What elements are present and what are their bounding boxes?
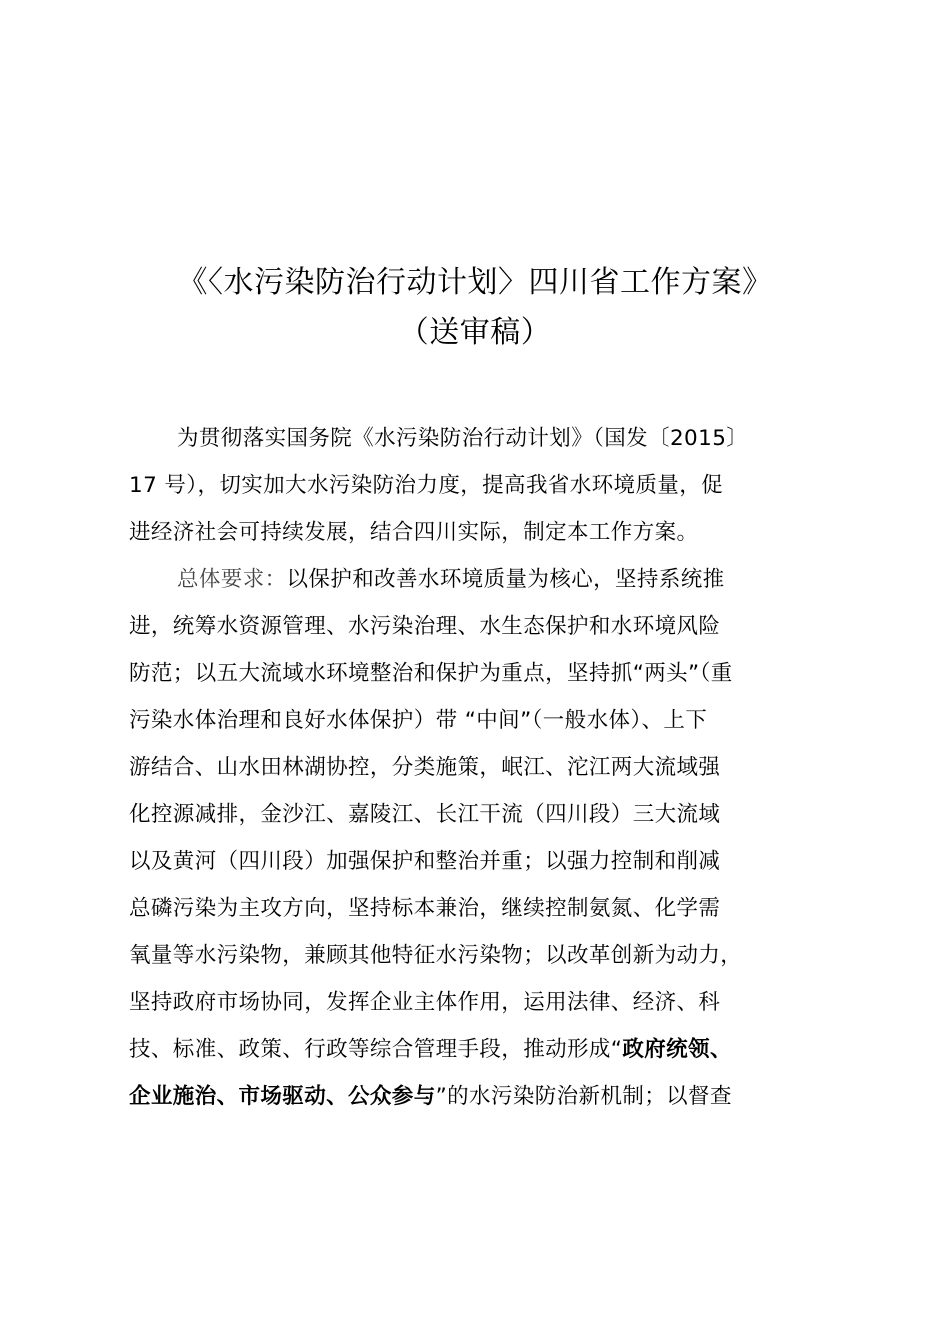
- intro-line-1: 为贯彻落实国务院《水污染防治行动计划》（国发〔2015〕: [177, 426, 749, 451]
- body-text: 技、标准、政策、行政等综合管理手段，推动形成“: [129, 1037, 623, 1062]
- body-line: 坚持政府市场协同，发挥企业主体作用，运用法律、经济、科: [129, 990, 721, 1015]
- body-line: 化控源减排，金沙江、嘉陵江、长江干流（四川段）三大流域: [129, 802, 721, 827]
- emphasis-text: 政府统领、: [622, 1037, 732, 1062]
- body-line: 防范；以五大流域水环境整治和保护为重点，坚持抓“两头”（重: [129, 661, 733, 686]
- intro-line-2: 17 号），切实加大水污染防治力度，提高我省水环境质量，促: [129, 473, 724, 498]
- document-title: 《〈水污染防治行动计划〉四川省工作方案》: [177, 265, 773, 300]
- body-line: 污染水体治理和良好水体保护）带 “中间”（一般水体）、上下: [129, 708, 708, 733]
- requirements-text: 以保护和改善水环境质量为核心，坚持系统推: [286, 567, 725, 592]
- intro-line-3: 进经济社会可持续发展，结合四川实际，制定本工作方案。: [129, 520, 699, 545]
- requirements-line-1: [177, 564, 827, 596]
- emphasis-text: 企业施治、市场驱动、公众参与: [129, 1084, 436, 1109]
- body-line-emphasis-end: [129, 1081, 829, 1113]
- body-line: 进，统筹水资源管理、水污染治理、水生态保护和水环境风险: [129, 614, 721, 639]
- body-line: 以及黄河（四川段）加强保护和整治并重；以强力控制和削减: [129, 849, 721, 874]
- body-line: 总磷污染为主攻方向，坚持标本兼治，继续控制氨氮、化学需: [129, 896, 721, 921]
- body-text: ”的水污染防治新机制；以督查: [435, 1084, 732, 1109]
- body-line: 游结合、山水田林湖协控，分类施策，岷江、沱江两大流域强: [129, 755, 721, 780]
- document-subtitle: （送审稿）: [398, 315, 552, 350]
- body-line: 氧量等水污染物，兼顾其他特征水污染物；以改革创新为动力，: [129, 943, 743, 968]
- requirements-label: 总体要求：: [177, 567, 287, 592]
- body-line-emphasis-start: [129, 1034, 829, 1066]
